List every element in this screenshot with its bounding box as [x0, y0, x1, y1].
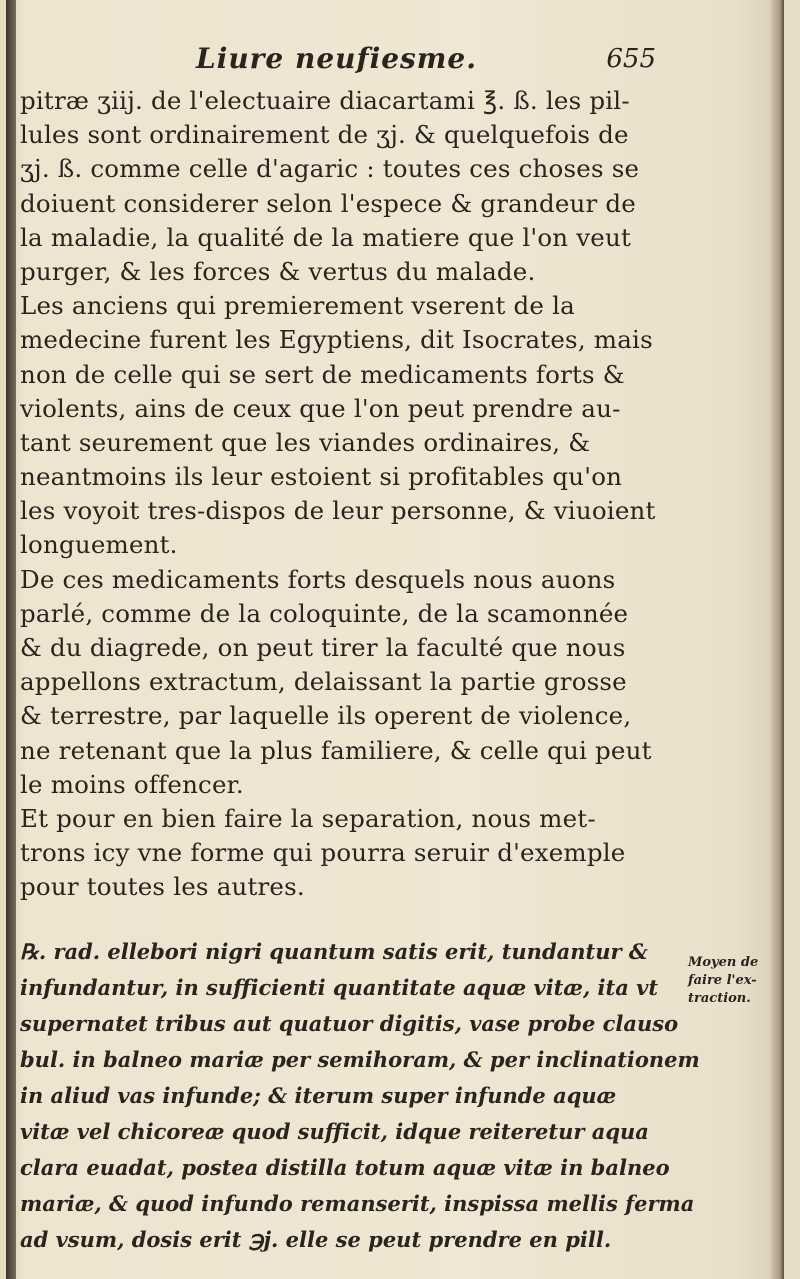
running-title: Liure neufiesme. [196, 42, 477, 75]
text-line: longuement. [20, 530, 178, 560]
recipe-line: infundantur, in sufficienti quantitate aquæ vitæ, ita vt [20, 975, 659, 1000]
recipe-line: bul. in balneo mariæ per semihoram, & per inclinationem [20, 1047, 700, 1072]
recipe-line: ℞. rad. ellebori nigri quantum satis erit, tundantur & [20, 939, 648, 964]
recipe-line: clara euadat, postea distilla totum aquæ vitæ in balneo [20, 1155, 670, 1180]
page-binding-shadow [6, 0, 16, 1279]
body-text [20, 84, 660, 905]
text-line: & du diagrede, on peut tirer la faculté que nous [20, 633, 626, 662]
book-page [6, 0, 784, 1279]
text-line: Et pour en bien faire la separation, nous met- [20, 803, 596, 833]
page-edge [770, 0, 784, 1279]
recipe-line: vitæ vel chicoreæ quod sufficit, idque reiteretur aqua [20, 1119, 649, 1144]
page-header [196, 42, 656, 82]
margin-note [688, 954, 780, 1008]
text-line: la maladie, la qualité de la matiere que l'on veut [20, 222, 632, 252]
text-line: & terrestre, par laquelle ils operent de violence, [20, 701, 632, 731]
text-line: medecine furent les Egyptiens, dit Isocrates, mais [20, 325, 653, 355]
recipe-line: supernatet tribus aut quatuor digitis, vase probe clauso [20, 1011, 679, 1036]
recipe-block [20, 934, 700, 1258]
text-line: trons icy vne forme qui pourra seruir d'exemple [20, 838, 626, 868]
text-line: parlé, comme de la coloquinte, de la scamonnée [20, 598, 629, 628]
text-line: doiuent considerer selon l'espece & grandeur de [20, 188, 636, 218]
text-line: Les anciens qui premierement vserent de la [20, 291, 575, 321]
text-line: non de celle qui se sert de medicaments forts & [20, 359, 625, 389]
recipe-line: in aliud vas infunde; & iterum super infunde aquæ [20, 1083, 617, 1108]
text-line: pour toutes les autres. [20, 872, 305, 902]
text-line: neantmoins ils leur estoient si profitables qu'on [20, 462, 623, 492]
text-line: lules sont ordinairement de ʒj. & quelquefois de [20, 120, 629, 150]
page-number: 655 [606, 44, 656, 74]
text-line: De ces medicaments forts desquels nous auons [20, 564, 616, 594]
recipe-line: mariæ, & quod infundo remanserit, inspissa mellis ferma [20, 1191, 695, 1216]
text-line: ʒj. ß. comme celle d'agaric : toutes ces choses se [20, 154, 640, 184]
text-line: ne retenant que la plus familiere, & celle qui peut [20, 735, 652, 765]
text-line: les voyoit tres-dispos de leur personne, & viuoient [20, 496, 656, 526]
margin-note-line: traction. [688, 991, 751, 1006]
text-line: purger, & les forces & vertus du malade. [20, 256, 536, 286]
text-line: appellons extractum, delaissant la partie grosse [20, 667, 627, 697]
text-line: tant seurement que les viandes ordinaires, & [20, 427, 591, 457]
margin-note-line: Moyen de [688, 955, 759, 970]
text-line: pitræ ʒiij. de l'electuaire diacartami ℥. ß. les pil- [20, 86, 630, 115]
recipe-line: ad vsum, dosis erit ℈j. elle se peut prendre en pill. [20, 1227, 612, 1252]
text-line: le moins offencer. [20, 769, 244, 799]
text-line: violents, ains de ceux que l'on peut prendre au- [20, 393, 621, 423]
margin-note-line: faire l'ex- [688, 973, 757, 988]
